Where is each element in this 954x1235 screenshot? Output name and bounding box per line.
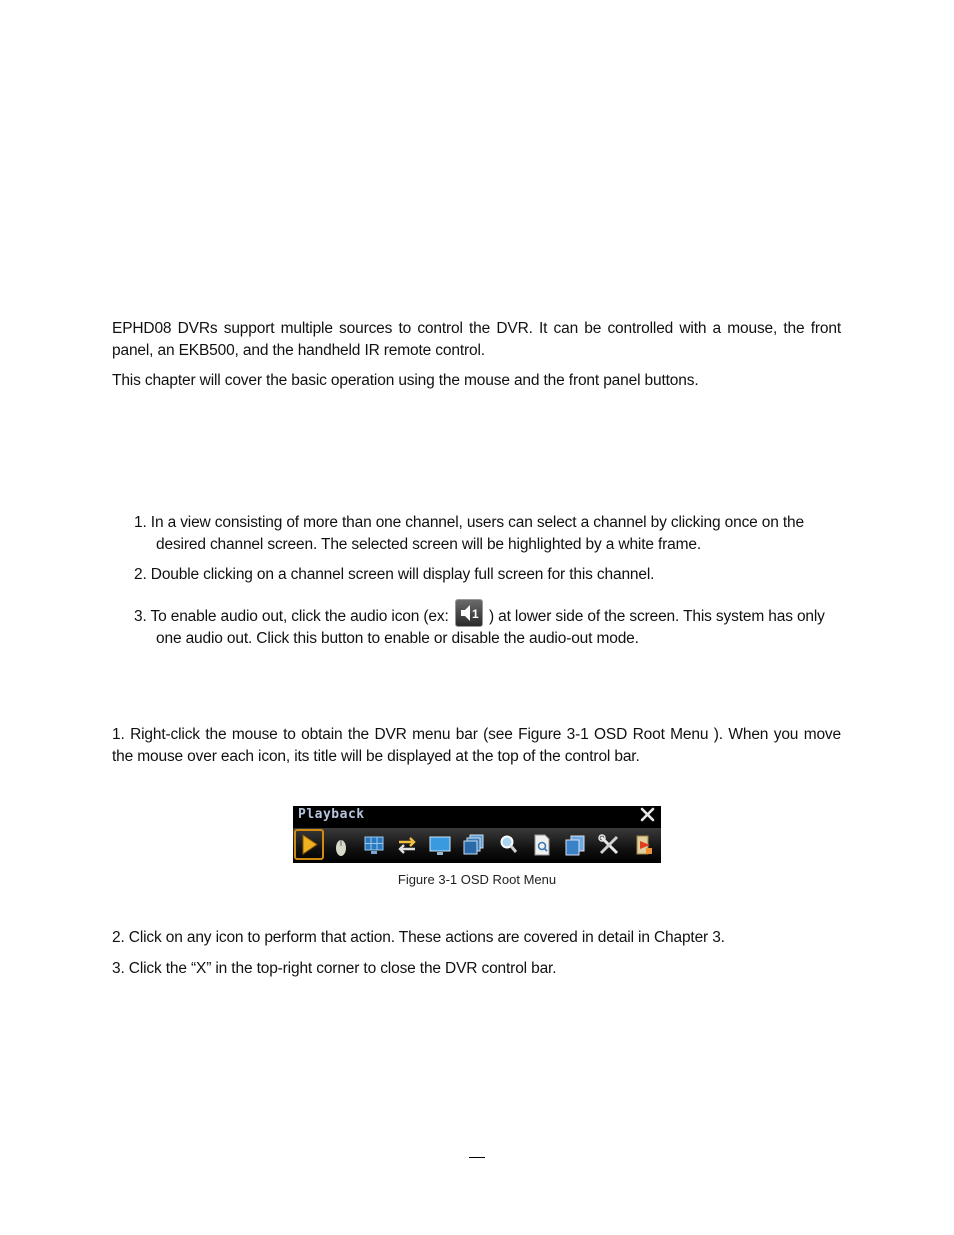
intro-paragraph-2: This chapter will cover the basic operation using the mouse and the front panel buttons.: [112, 372, 699, 389]
play-icon[interactable]: [294, 829, 324, 860]
list-item-3-pre: 3. To enable audio out, click the audio icon (ex:: [134, 608, 449, 625]
swap-arrows-icon[interactable]: [393, 831, 421, 859]
list-item-2: 2. Double clicking on a channel screen will display full screen for this channel.: [134, 566, 655, 583]
osd-menu-title: Playback: [298, 807, 365, 822]
list-item-3: [134, 599, 841, 649]
mouse-icon[interactable]: [327, 831, 355, 859]
close-icon[interactable]: [640, 807, 655, 822]
osd-root-menu: [293, 806, 661, 863]
figure-caption: Figure 3-1 OSD Root Menu: [397, 872, 557, 887]
page-number-rule: [469, 1157, 485, 1158]
menu-paragraph-3: 3. Click the “X” in the top-right corner to close the DVR control bar.: [112, 960, 557, 977]
menu-paragraph-1: 1. Right-click the mouse to obtain the DVR menu bar (see Figure 3-1 OSD Root Menu ). When you move the mouse over each icon, its title will be displayed at the top of the control bar.: [112, 726, 841, 765]
osd-icon-bar: [293, 828, 661, 863]
list-item-3-line-2: one audio out. Click this button to enable or disable the audio-out mode.: [156, 629, 639, 647]
monitor-icon[interactable]: [426, 831, 454, 859]
audio-icon-label: 1: [471, 607, 479, 621]
file-search-icon[interactable]: [528, 831, 556, 859]
search-icon[interactable]: [495, 831, 523, 859]
list-item-3-post: ) at lower side of the screen. This system has only: [488, 608, 825, 625]
audio-icon[interactable]: [455, 599, 483, 627]
copy-icon[interactable]: [561, 831, 589, 859]
menu-paragraph-2: 2. Click on any icon to perform that action. These actions are covered in detail in Chapter 3.: [112, 929, 725, 946]
layers-icon[interactable]: [459, 831, 487, 859]
exit-icon[interactable]: [630, 831, 658, 859]
monitor-grid-icon[interactable]: [360, 831, 388, 859]
list-item-1-line-1: 1. In a view consisting of more than one channel, users can select a channel by clicking once on the: [134, 514, 804, 531]
tools-icon[interactable]: [595, 831, 623, 859]
intro-paragraph-1: EPHD08 DVRs support multiple sources to control the DVR. It can be controlled with a mouse, the front panel, an EKB500, and the handheld IR remote control.: [112, 320, 841, 359]
list-item-1-line-2: desired channel screen. The selected screen will be highlighted by a white frame.: [156, 535, 702, 553]
list-item-1: [134, 512, 841, 555]
